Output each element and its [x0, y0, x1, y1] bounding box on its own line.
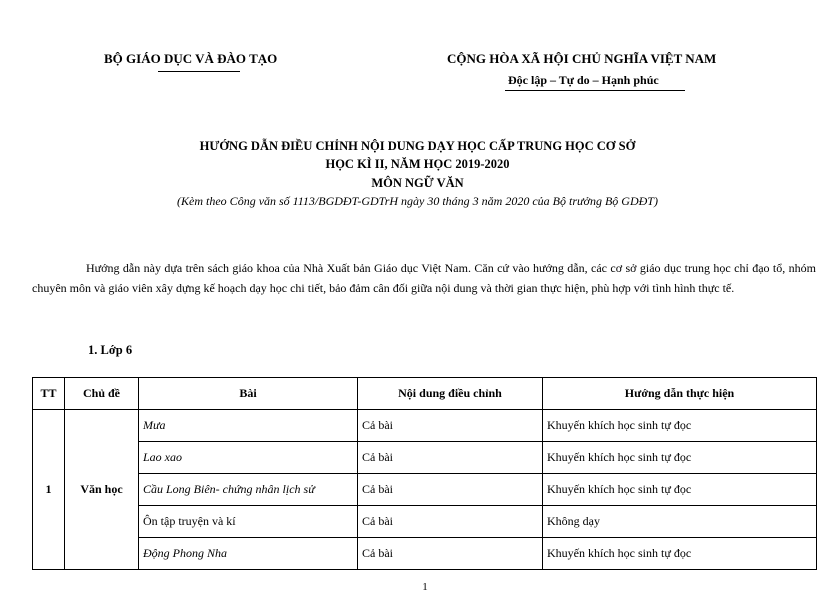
row-topic: Văn học — [65, 410, 139, 570]
guide-cell: Khuyến khích học sinh tự đọc — [543, 474, 817, 506]
header-topic: Chủ đề — [65, 378, 139, 410]
adjustment-table — [32, 377, 817, 570]
guide-cell: Khuyến khích học sinh tự đọc — [543, 442, 817, 474]
lesson-cell: Ôn tập truyện và kí — [139, 506, 358, 538]
header-tt: TT — [33, 378, 65, 410]
intro-paragraph: Hướng dẫn này dựa trên sách giáo khoa của Nhà Xuất bản Giáo dục Việt Nam. Căn cứ vào hướng dẫn, các cơ sở giáo dục trung học chỉ đạo tổ, nhóm chuyên môn và giáo viên xây dựng kế hoạch dạy học chi tiết, bảo đảm cân đối giữa nội dung và thời gian thực hiện, phù hợp với tình hình thực tế. — [32, 261, 816, 295]
table-row — [33, 442, 817, 474]
country-name: CỘNG HÒA XÃ HỘI CHỦ NGHĨA VIỆT NAM — [447, 51, 717, 66]
table-header-row — [33, 378, 817, 410]
doc-title-line3: MÔN NGỮ VĂN — [371, 176, 464, 190]
doc-title-line1: HƯỚNG DẪN ĐIỀU CHỈNH NỘI DUNG DẠY HỌC CẤP TRUNG HỌC CƠ SỞ — [199, 139, 636, 153]
page-number: 1 — [422, 581, 428, 593]
adjust-cell: Cả bài — [358, 442, 543, 474]
guide-cell: Khuyến khích học sinh tự đọc — [543, 538, 817, 570]
table-row — [33, 474, 817, 506]
lesson-cell: Động Phong Nha — [139, 538, 358, 570]
section-heading: 1. Lớp 6 — [88, 343, 133, 357]
doc-title-note: (Kèm theo Công văn số 1113/BGDĐT-GDTrH ngày 30 tháng 3 năm 2020 của Bộ trưởng Bộ GDĐT) — [177, 194, 658, 208]
table-row — [33, 410, 817, 442]
header-lesson: Bài — [139, 378, 358, 410]
adjust-cell: Cả bài — [358, 506, 543, 538]
doc-title-line2: HỌC KÌ II, NĂM HỌC 2019-2020 — [325, 157, 510, 171]
lesson-cell: Mưa — [139, 410, 358, 442]
lesson-cell: Lao xao — [139, 442, 358, 474]
motto-underline — [505, 90, 685, 91]
table-row — [33, 506, 817, 538]
table-row — [33, 538, 817, 570]
guide-cell: Khuyến khích học sinh tự đọc — [543, 410, 817, 442]
motto: Độc lập – Tự do – Hạnh phúc — [508, 73, 659, 87]
ministry-name: BỘ GIÁO DỤC VÀ ĐÀO TẠO — [104, 51, 278, 66]
ministry-underline — [158, 71, 240, 72]
adjust-cell: Cả bài — [358, 410, 543, 442]
header-guide: Hướng dẫn thực hiện — [543, 378, 817, 410]
guide-cell: Không dạy — [543, 506, 817, 538]
adjust-cell: Cả bài — [358, 474, 543, 506]
lesson-cell: Cầu Long Biên- chứng nhân lịch sử — [139, 474, 358, 506]
adjust-cell: Cả bài — [358, 538, 543, 570]
row-tt: 1 — [33, 410, 65, 570]
header-adjust: Nội dung điều chỉnh — [358, 378, 543, 410]
